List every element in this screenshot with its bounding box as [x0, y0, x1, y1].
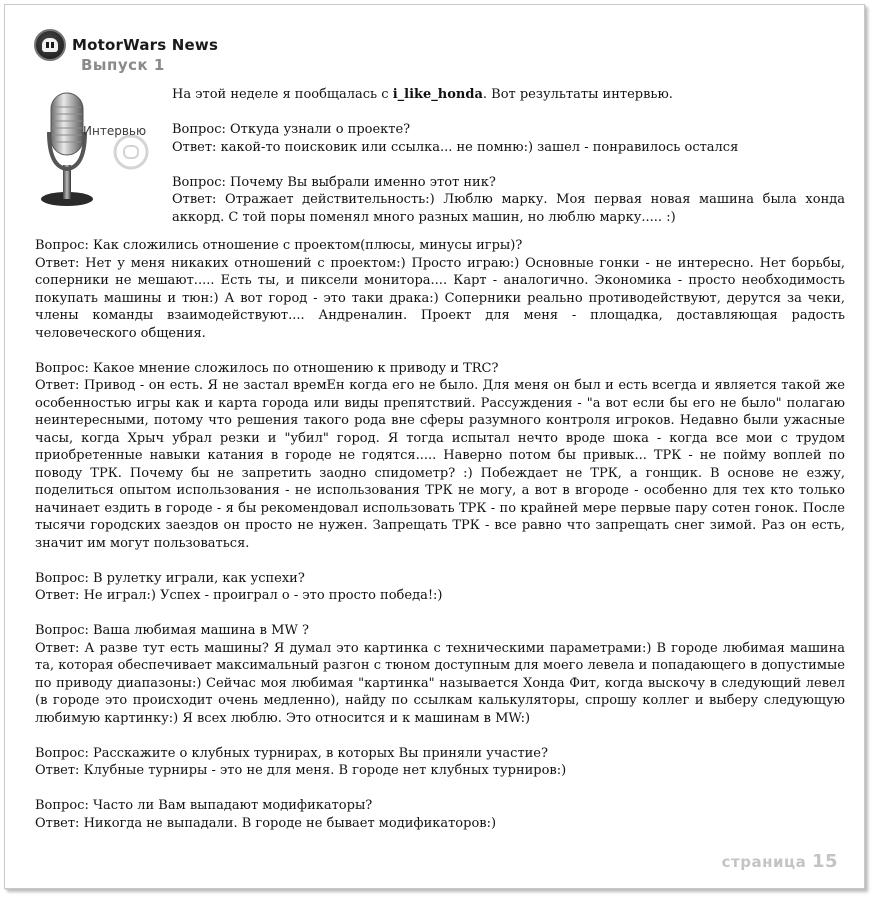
- answer: Ответ: Никогда не выпадали. В городе не бывает модификаторов:): [35, 815, 497, 831]
- motorwars-logo-icon: [34, 29, 66, 61]
- answer: Ответ: А разве тут есть машины? Я думал это картинка с техническими параметрами:) В городе любимая машина та, которая обеспечивает максимальный разгон с тюном доступным для моего левела и попадающего в допустимые по приводу диапазоны:) Сейчас моя любимая "картинка" называется Хонда Фит, когда выскочу в следующий левел (в городе это происходит очень медленно), найду по ссылкам калькуляторы, спрошу коллег и выберу следующую любимую картинку:) Я всех люблю. Это относится и к машинам в MW:): [35, 640, 845, 726]
- answer: Ответ: Отражает действительность:) Люблю марку. Моя первая новая машина была хонда аккорд. С той поры поменял много разных машин, но люблю марку..... :): [172, 192, 845, 225]
- question: Вопрос: Какое мнение сложилось по отношению к приводу и TRC?: [35, 360, 499, 376]
- interview-label: Интервью: [83, 124, 147, 138]
- question: Вопрос: В рулетку играли, как успехи?: [35, 570, 305, 586]
- question: Вопрос: Ваша любимая машина в MW ?: [35, 623, 309, 638]
- page-number: [722, 851, 838, 872]
- question: Вопрос: Часто ли Вам выпадают модификаторы?: [35, 798, 373, 813]
- answer: Ответ: какой-то поисковик или ссылка... не помню:) зашел - понравилось остался: [172, 139, 739, 155]
- question: Вопрос: Откуда узнали о проекте?: [172, 122, 411, 137]
- interview-body: [35, 237, 845, 850]
- interviewee-nick: i_like_honda: [392, 87, 483, 102]
- issue-label: Выпуск 1: [81, 56, 165, 74]
- intro-section: [172, 86, 845, 244]
- question: Вопрос: Почему Вы выбрали именно этот ник?: [172, 174, 496, 190]
- qa-item: [35, 360, 845, 553]
- question: Вопрос: Как сложились отношение с проектом(плюсы, минусы игры)?: [35, 238, 523, 253]
- qa-item: [35, 797, 845, 832]
- newsletter-page: [4, 4, 865, 889]
- answer: Ответ: Привод - он есть. Я не застал времЕн когда его не было. Для меня он был и есть всегда и является такой же особенностью игры как и карта города или виды препятствий. Рассуждения - "а вот если бы его не было" полагаю неинтересными, потому что решения такого рода вне сферы разумного контроля игроков. Недавно были ужасные часы, когда Хрыч убрал резки и "убил" город. Я тогда испытал нечто вроде шока - когда все мои с трудом приобретенные навыки катания в городе не годятся..... Наверно потом бы привык... ТРК - не пойму воплей по поводу ТРК. Почему бы не запретить заодно спидометр? :) Побеждает не ТРК, а гонщик. В основе не езжу, поделиться опытом использования - не использования ТРК не могу, а вот в вгороде - особенно для тех кто только начинает ездить в городе - я бы рекомендовал использовать ТРК - по крайней мере первые пару сотен гонок. После тысячи городских заездов он просто не нужен. Запрещать ТРК - все равно что запрещать снег зимой. Раз он есть, значит им могут пользоваться.: [35, 378, 845, 551]
- microphone-icon: [31, 87, 166, 212]
- intro-line: На этой неделе я пообщалась с i_like_honda. Вот результаты интервью.: [172, 87, 673, 102]
- page-number-value: 15: [811, 851, 838, 872]
- interview-badge: [31, 87, 166, 212]
- qa-item: [35, 622, 845, 727]
- answer: Ответ: Нет у меня никаких отношений с проектом:) Просто играю:) Основные гонки - не интересно. Нет борьбы, соперники не мешают..... Есть ты, и пиксели монитора.... Карт - аналогично. Экономика - просто необходимость покупать машины и тюн:) А вот город - это таки драка:) Соперники реально противодействуют, дерутся за чеки, члены команды взаимодействуют.... Андреналин. Проект для меня - площадка, доставляющая радость человеческого общения.: [35, 255, 845, 341]
- question: Вопрос: Расскажите о клубных турнирах, в которых Вы приняли участие?: [35, 745, 548, 761]
- brand-title: MotorWars News: [72, 36, 219, 54]
- page-label: страница: [721, 853, 807, 871]
- qa-item: [35, 570, 845, 605]
- qa-item: [172, 121, 845, 156]
- answer: Ответ: Не играл:) Успех - проиграл о - это просто победа!:): [35, 588, 443, 603]
- answer: Ответ: Клубные турниры - это не для меня. В городе нет клубных турниров:): [35, 763, 567, 778]
- qa-item: [35, 237, 845, 342]
- qa-item: [35, 745, 845, 780]
- qa-item: [172, 174, 845, 227]
